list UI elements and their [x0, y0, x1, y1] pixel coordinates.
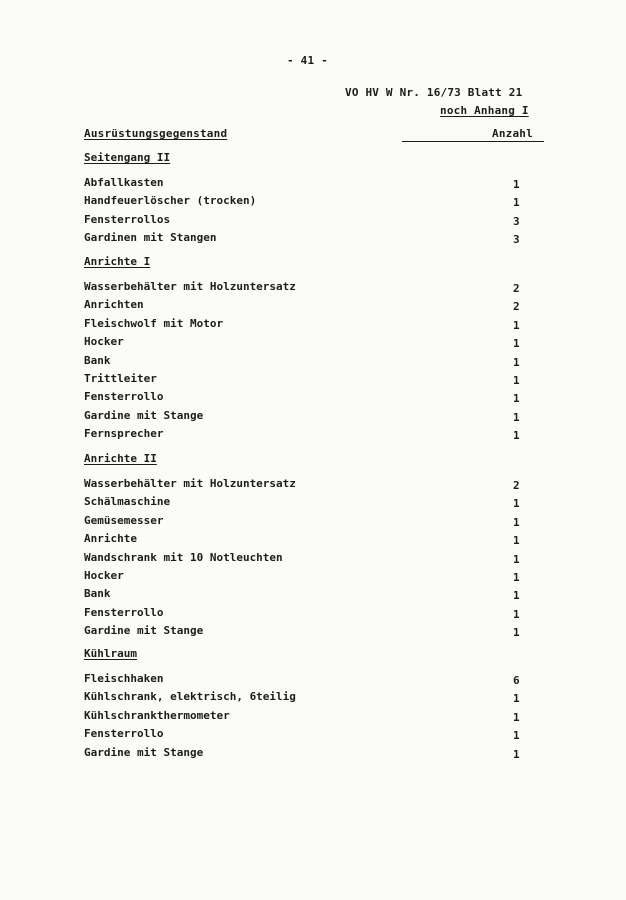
item-quantity: 1 — [513, 374, 520, 387]
item-name: Hocker — [84, 335, 124, 349]
item-name: Gardine mit Stange — [84, 624, 204, 638]
item-name: Anrichte — [84, 532, 137, 546]
item-name: Fensterrollo — [84, 390, 164, 404]
item-quantity: 2 — [513, 479, 520, 492]
item-quantity: 1 — [513, 534, 520, 548]
item-name: Schälmaschine — [84, 495, 171, 509]
item-name: Fensterrollos — [84, 212, 171, 226]
item-quantity: 1 — [513, 355, 520, 369]
item-quantity: 1 — [513, 515, 520, 529]
item-quantity: 1 — [513, 571, 520, 584]
item-quantity: 6 — [513, 674, 520, 687]
section-heading: Kühlraum — [84, 647, 137, 660]
document-reference: VO HV W Nr. 16/73 Blatt 21 — [345, 86, 523, 99]
item-name: Hocker — [84, 569, 124, 582]
item-quantity: 1 — [513, 626, 520, 640]
item-quantity: 1 — [513, 318, 520, 332]
item-name: Gardine mit Stange — [84, 408, 204, 422]
item-quantity: 1 — [513, 497, 520, 511]
item-quantity: 3 — [513, 233, 520, 247]
item-quantity: 1 — [513, 729, 520, 743]
item-quantity: 3 — [513, 214, 520, 228]
item-name: Fensterrollo — [84, 727, 164, 741]
item-name: Gardinen mit Stangen — [84, 231, 217, 245]
item-name: Wasserbehälter mit Holzuntersatz — [84, 477, 296, 490]
item-quantity: 1 — [513, 710, 520, 724]
item-name: Wandschrank mit 10 Notleuchten — [84, 550, 283, 564]
appendix-label: noch Anhang I — [440, 104, 529, 117]
item-quantity: 1 — [513, 196, 520, 210]
item-quantity: 1 — [513, 410, 520, 424]
item-name: Kühlschrank, elektrisch, 6teilig — [84, 690, 296, 704]
item-name: Fleischhaken — [84, 672, 164, 685]
section-heading: Anrichte II — [84, 452, 157, 465]
item-name: Gemüsemesser — [84, 513, 164, 527]
column-header-item: Ausrüstungsgegenstand — [84, 127, 228, 140]
item-name: Abfallkasten — [84, 176, 164, 189]
item-name: Handfeuerlöscher (trocken) — [84, 194, 257, 208]
item-name: Bank — [84, 353, 111, 367]
item-name: Gardine mit Stange — [84, 745, 204, 759]
item-quantity: 1 — [513, 429, 520, 443]
section-heading: Seitengang II — [84, 151, 171, 164]
item-quantity: 1 — [513, 747, 520, 761]
item-quantity: 1 — [513, 607, 520, 621]
item-quantity: 1 — [513, 692, 520, 706]
item-name: Fleischwolf mit Motor — [84, 316, 224, 330]
item-quantity: 1 — [513, 552, 520, 566]
item-quantity: 2 — [513, 282, 520, 295]
item-name: Anrichten — [84, 298, 144, 312]
item-name: Kühlschrankthermometer — [84, 708, 230, 722]
column-header-quantity: Anzahl — [492, 127, 533, 140]
section-heading: Anrichte I — [84, 255, 151, 268]
page-number: - 41 - — [287, 54, 328, 67]
item-quantity: 1 — [513, 178, 520, 191]
header-rule — [402, 141, 544, 142]
item-quantity: 1 — [513, 392, 520, 406]
item-name: Fernsprecher — [84, 427, 164, 441]
item-quantity: 1 — [513, 337, 520, 351]
item-quantity: 2 — [513, 300, 520, 314]
item-name: Wasserbehälter mit Holzuntersatz — [84, 280, 296, 293]
item-name: Bank — [84, 587, 111, 601]
item-name: Fensterrollo — [84, 605, 164, 619]
item-quantity: 1 — [513, 589, 520, 603]
item-name: Trittleiter — [84, 372, 157, 385]
